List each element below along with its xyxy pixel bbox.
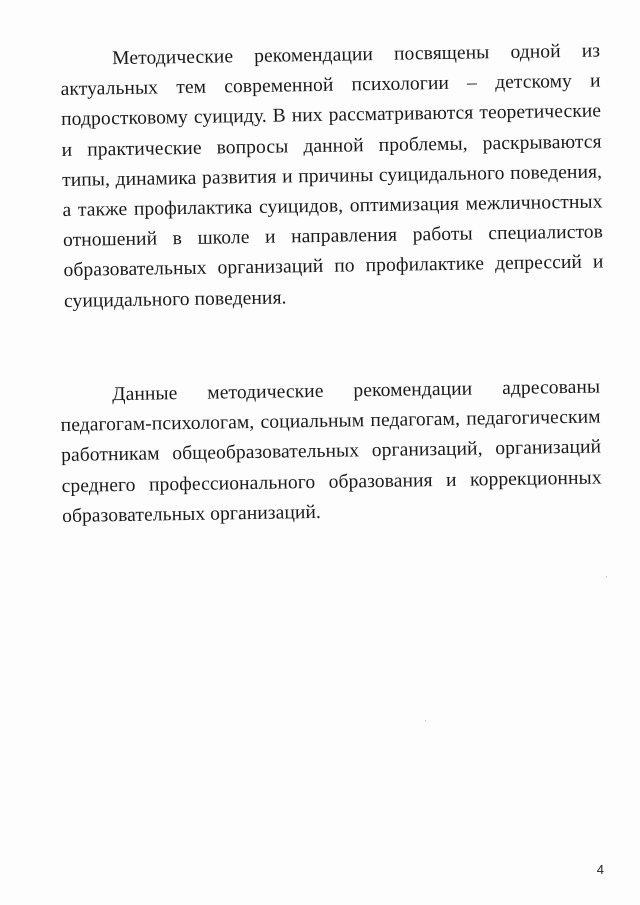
paragraph-description: Методические рекомендации посвящены одной из актуальных тем современной психологии – детскому и подростковому суициду. В них рассматриваются теоретические и практические вопросы данной проблемы, раскрываются типы, динамика развития и причины суицидального поведения, а также профилактика суицидов, оптимизация межличностных отношений в школе и направления работы специалистов образовательных организаций по профилактике депрессий и суицидального поведения.	[60, 40, 604, 312]
scan-speck	[606, 576, 607, 577]
page-number: 4	[596, 862, 604, 877]
paragraph-audience: Данные методические рекомендации адресованы педагогам-психологам, социальным педагогам, педагогическим работникам общеобразовательных организаций, организаций среднего профессионального образования и коррекционных образовательных организаций.	[60, 376, 602, 527]
scan-speck	[425, 720, 426, 721]
